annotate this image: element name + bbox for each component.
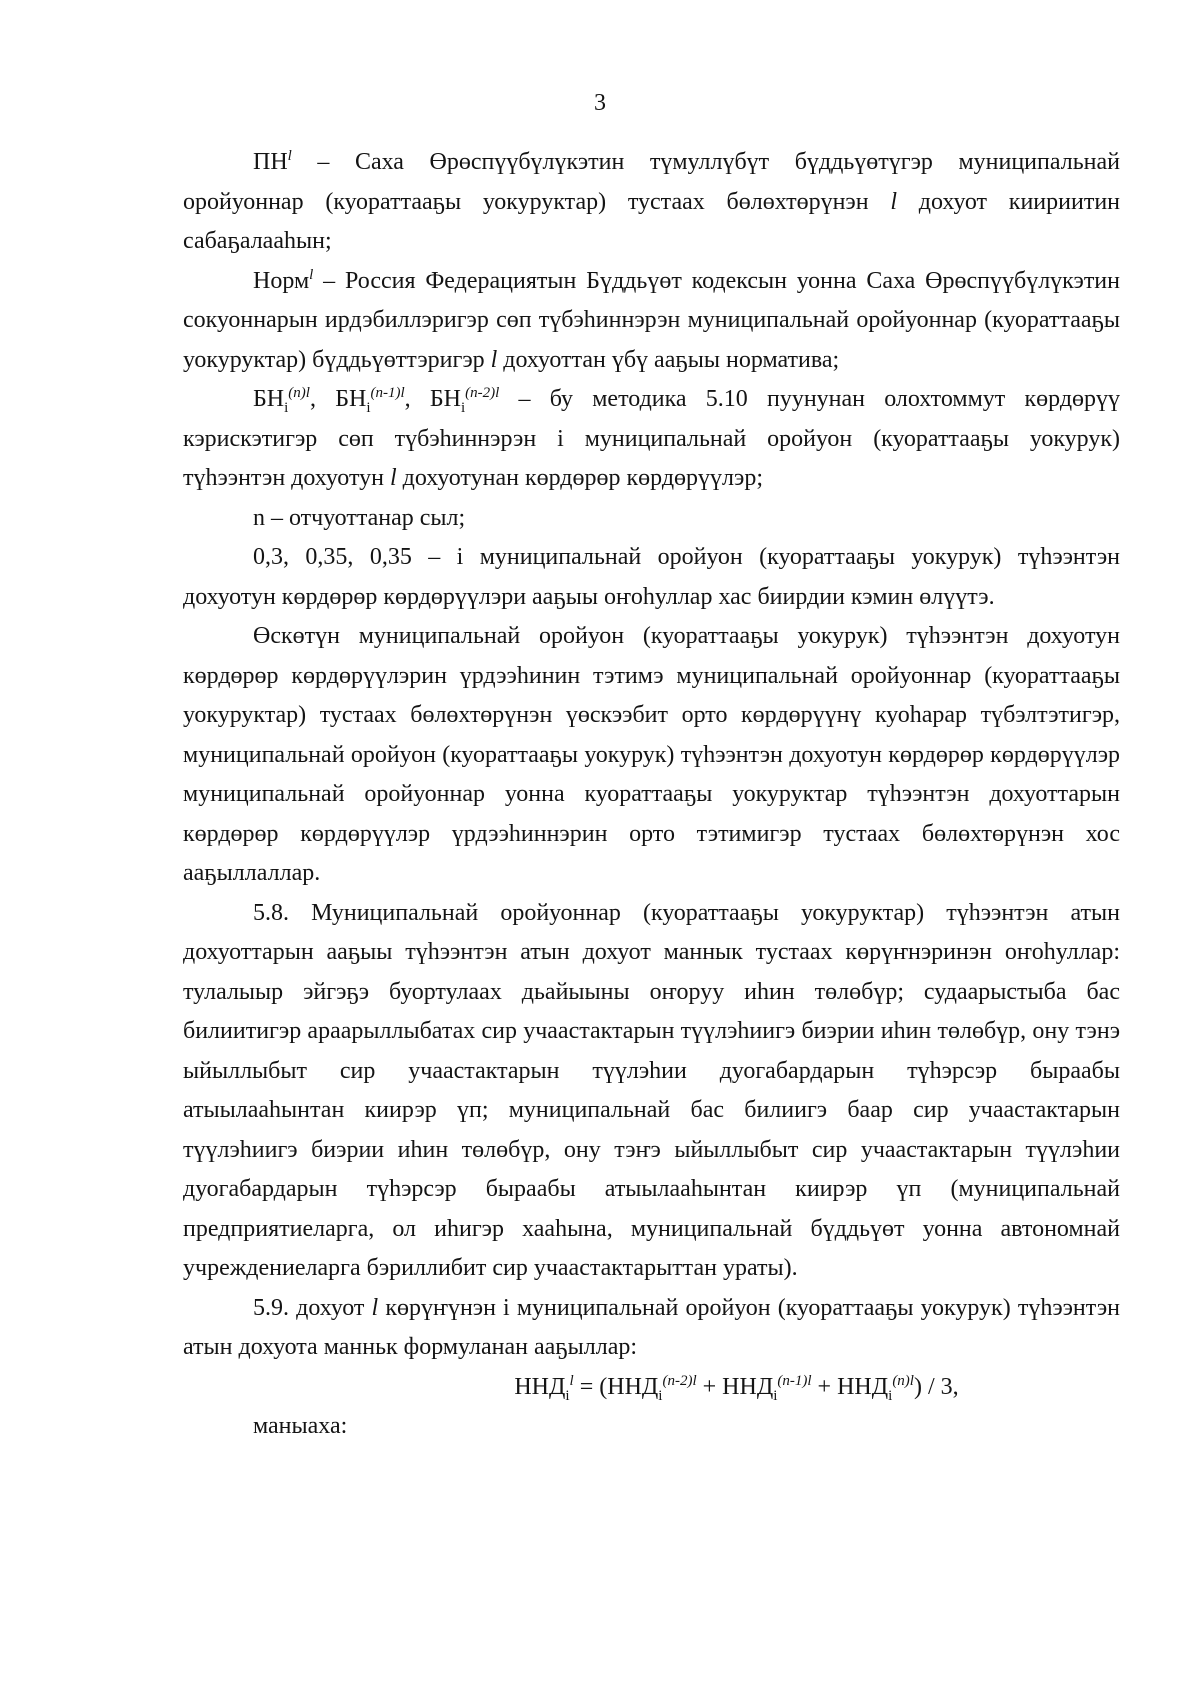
variable-l: l: [890, 188, 898, 215]
term-bn-n1: $БН_i^{(n-1)l}$,: [335, 385, 411, 416]
paragraph-text: 5.9. дохуот: [253, 1294, 372, 1321]
paragraph-text-tail: көрүҥүнэн i муниципальнай оройуон (куораттааҕы уокурук) түһээнтэн атын дохуота манньк формуланан ааҕыллар:: [183, 1294, 1120, 1360]
closing-word: маныаха:: [253, 1413, 348, 1439]
variable-l: l: [371, 1294, 379, 1321]
term-pn-sup: l: [287, 148, 292, 164]
term-norm: Норм: [253, 267, 310, 294]
paragraph-text: – Россия Федерациятын Бүддьүөт кодексын уонна Саха Өрөспүүбүлүкэтин сокуоннарын ирдэбиллэригэр сөп түбэһиннэрэн муниципальнай оройуоннар (куораттааҕы уокуруктар) бүддьүөттэригэр: [183, 267, 1120, 373]
term-bn-n2: $БН_i^{(n-2)l}$: [429, 385, 500, 416]
paragraph-growth-rule: Өскөтүн муниципальнай оройуон (куораттааҕы уокурук) түһээнтэн дохуотун көрдөрөр көрдөрүүлэрин үрдээһинин тэтимэ муниципальнай оройуоннар (куораттааҕы уокуруктар) тустаах бөлөхтөрүнэн үөскээбит орто көрдөрүүнү куоһарар түбэлтэтигэр, муниципальнай оройуон (куораттааҕы уокурук) түһээнтэн дохуотун көрдөрөр көрдөрүүлэр муниципальнай оройуоннар уонна куораттааҕы уокуруктар түһээнтэн дохуоттарын көрдөрөр көрдөрүүлэр үрдээһиннэрин орто тэтимигэр тустаах бөлөхтөрүнэн хос ааҕыллаллар.: [183, 623, 1120, 886]
term-pn: ПН: [253, 149, 288, 175]
document-body: [183, 143, 1120, 1447]
paragraph-bn-definition: [183, 380, 1120, 499]
term-bn-n: $БН_i^{(n)l}$,: [253, 385, 316, 416]
paragraph-5-8: 5.8. Муниципальнай оройуоннар (куораттааҕы уокуруктар) түһээнтэн атын дохуоттарын ааҕыы түһээнтэн атын дохуот маннык тустаах көрүҥнэринэн оҥоһуллар: тулалыыр эйгэҕэ буортулаах дьайыыны оҥоруу иһин төлөбүр; судаарыстыба бас билиитигэр араарыллыбатах сир учаастактарын түүлэһиигэ биэрии иһин төлөбүр, ону тэнэ ыйыллыбыт сир учаастактарын түүлэһии дуогабардарын түһэрсэр быраабы атыылааһынтан киирэр үп; муниципальнай бас билиигэ баар сир учаастактарын түүлэһиигэ биэрии иһин төлөбүр, ону тэҥэ ыйыллыбыт сир учаастактарын түүлэһии дуогабардарын түһэрсэр быраабы атыылааһынтан киирэр үп (муниципальнай предприятиеларга, ол иһигэр хааһына, муниципальнай бүддьүөт уонна автономнай учреждениеларга бэриллибит сир учаастактарыттан ураты).: [183, 899, 1120, 1281]
paragraph-text: – Саха Өрөспүүбүлүкэтин түмуллүбүт бүддьүөтүгэр муниципальнай оройуоннар (куораттааҕы уокуруктар) тустаах бөлөхтөрүнэн: [183, 149, 1120, 215]
paragraph-n-definition: n – отчуоттанар сыл;: [253, 504, 466, 531]
paragraph-5-9: [183, 1289, 1120, 1368]
paragraph-text-tail: дохуот киириитин сабаҕалааһын;: [183, 188, 1121, 254]
variable-l: l: [389, 465, 397, 491]
page-number: 3: [594, 90, 606, 116]
term-norm-sup: l: [309, 266, 314, 283]
paragraph-weights: 0,3, 0,35, 0,35 – i муниципальнай оройуон (куораттааҕы уокурук) түһээнтэн дохуотун көрдөрөр көрдөрүүлэри ааҕыы оҥоһуллар хас биирдии кэмин өлүүтэ.: [183, 544, 1120, 610]
paragraph-pn-definition: [183, 143, 1120, 262]
variable-l: l: [490, 346, 498, 373]
paragraph-text-tail: дохуоттан үбү ааҕыы норматива;: [497, 346, 840, 373]
paragraph-text-tail: дохуотунан көрдөрөр көрдөрүүлэр;: [396, 465, 763, 491]
paragraph-norm-definition: [183, 262, 1120, 381]
paragraph-text: – бу методика 5.10 пуунунан олохтоммут көрдөрүү кэрискэтигэр сөп түбэһиннэрэн i муниципальнай оройуон (куораттааҕы уокурук) түһээнтэн дохуотун: [183, 386, 1121, 491]
formula-nnd: $ННД_i^l = (ННД_i^{(n-2)l} + ННД_i^{(n-1)l} + ННД_i^{(n)l}) / 3$,: [514, 1372, 959, 1404]
